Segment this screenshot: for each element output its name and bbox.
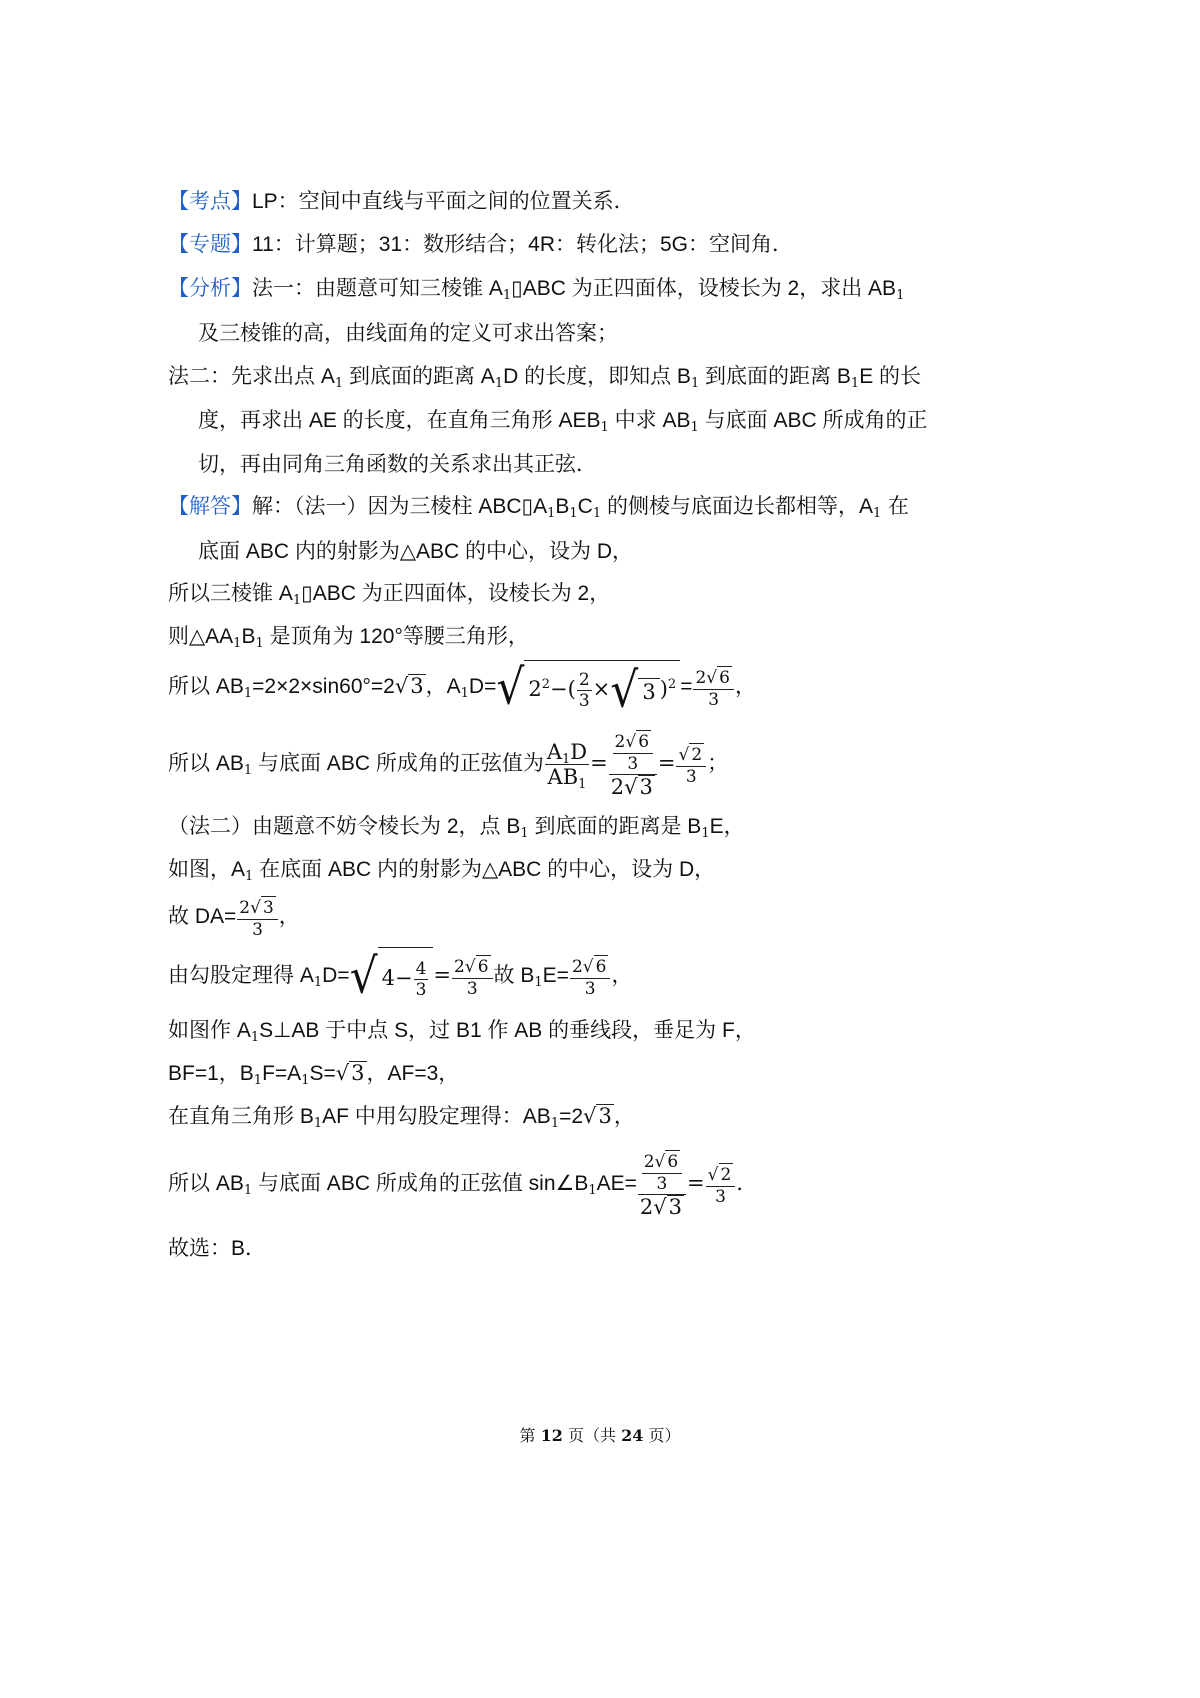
jieda-line-15 (168, 1233, 266, 1264)
jieda-text: 所以 AB (168, 752, 244, 775)
subscript: 1 (690, 420, 699, 435)
denominator: 3 (656, 1174, 668, 1194)
jieda-text: 则△AA (168, 625, 234, 648)
num: D (570, 740, 588, 764)
subscript: 1 (550, 1116, 560, 1131)
jieda-text: 解：（法一）因为三棱柱 ABC (252, 495, 522, 518)
sqrt-6 (625, 730, 651, 753)
fenxi-line-5 (198, 449, 597, 479)
sqrt-body: 3 (410, 674, 424, 698)
zhuanti-text: 11：计算题；31：数形结合；4R：转化法；5G：空间角． (252, 233, 794, 256)
fraction (414, 959, 429, 1000)
numerator (237, 896, 278, 920)
jieda-text: = (657, 751, 676, 775)
jieda-text: = (590, 751, 608, 775)
subscript: 1 (562, 752, 571, 767)
fenxi-text: D 的长度，即知点 B (503, 365, 691, 388)
sqrt-symbol: √ (625, 732, 637, 752)
denominator: 3 (685, 766, 697, 787)
subscript: 1 (243, 763, 253, 778)
fenxi-text: 度，再求出 AE 的长度，在直角三角形 AEB (198, 409, 601, 432)
jieda-line-8 (168, 854, 715, 885)
sqrt-symbol: √ (349, 947, 378, 1004)
sqrt-body: 3 (639, 775, 653, 799)
subscript: 1 (334, 376, 344, 391)
jieda-text: C (577, 495, 593, 518)
num: 2 (239, 897, 251, 918)
fenxi-line-2 (198, 318, 618, 348)
footer-text: 第 (519, 1426, 541, 1445)
num: 2 (454, 956, 465, 977)
sqrt-body: 6 (477, 956, 489, 977)
sqrt-body: 3 (351, 1061, 365, 1085)
sqrt-symbol: √ (678, 744, 690, 765)
jieda-line-14 (168, 1135, 757, 1232)
fenxi-text: 法二：先求出点 A (168, 365, 335, 388)
fenxi-text: 中求 AB (608, 409, 691, 432)
fraction-sqrt2-over-3 (706, 1163, 736, 1207)
sqrt-3 (583, 1101, 614, 1131)
garbled-char: ▯ (511, 276, 523, 300)
jieda-text: E， (709, 815, 745, 838)
jieda-text: AE= (596, 1172, 637, 1195)
jieda-text: E= (542, 964, 569, 987)
exponent: 2 (667, 677, 677, 692)
numerator (452, 955, 493, 979)
jieda-text: （法二）由题意不妨令棱长为 2，点 B (168, 815, 521, 838)
jieda-text: 与底面 ABC 所成角的正弦值为 (252, 752, 544, 775)
sqrt-body: 3 (668, 1195, 683, 1219)
subscript: 1 (292, 593, 302, 608)
jieda-text: 是顶角为 120°等腰三角形， (263, 625, 529, 648)
jieda-text: ； (707, 751, 729, 775)
fenxi-tag: 【分析】 (168, 276, 252, 300)
subscript: 1 (460, 686, 469, 701)
zhuanti-line (168, 229, 793, 260)
jieda-text: 如图，A (168, 858, 246, 881)
jieda-text: 在底面 ABC 内的射影为△ABC 的中心，设为 D， (253, 858, 716, 881)
fraction-2sqrt3-over-3 (237, 896, 278, 940)
jieda-text: ， (278, 904, 300, 928)
sqrt-6 (655, 1150, 681, 1173)
jieda-line-12 (168, 1058, 459, 1089)
num: 4 (381, 966, 395, 990)
jieda-text: AF 中用勾股定理得：AB (322, 1105, 551, 1128)
jieda-text: 故 B (493, 964, 535, 987)
jieda-text: =2 (559, 1105, 584, 1128)
jieda-line-13 (168, 1101, 635, 1132)
jieda-line-4 (168, 621, 529, 652)
sqrt-2 (678, 743, 704, 766)
jieda-tag: 【解答】 (168, 494, 252, 518)
jieda-text: 底面 ABC 内的射影为△ABC 的中心，设为 D， (198, 540, 634, 563)
fenxi-text: 与底面 ABC 所成角的正 (698, 409, 928, 432)
sqrt-6 (583, 955, 609, 978)
fenxi-line-1 (168, 273, 904, 304)
sqrt-body: 2 (691, 744, 703, 765)
jieda-text: = (687, 1171, 705, 1195)
subscript: 1 (255, 636, 264, 651)
fenxi-text: 到底面的距离 A (343, 365, 495, 388)
jieda-text: D= (468, 675, 497, 698)
jieda-line-6 (168, 715, 728, 812)
subscript: 1 (547, 506, 556, 521)
jieda-text: D= (322, 964, 350, 987)
fenxi-text: ABC 为正四面体，设棱长为 2，求出 AB (522, 277, 897, 300)
fraction-sqrt2-over-3 (676, 743, 706, 787)
exponent: 2 (541, 677, 551, 692)
fenxi-text: 法一：由题意可知三棱锥 A (252, 277, 503, 300)
subscript: 1 (850, 376, 860, 391)
page-number: 12 (540, 1426, 563, 1445)
jieda-text: 在直角三角形 B (168, 1105, 314, 1128)
jieda-text: 由勾股定理得 A (168, 964, 314, 987)
denominator: 3 (415, 980, 427, 1000)
jieda-text: ． (736, 1171, 758, 1195)
sqrt-symbol: √ (707, 1164, 719, 1185)
sqrt-body: 3 (262, 897, 274, 918)
op: ) (659, 677, 668, 701)
subscript: 1 (520, 826, 529, 841)
numerator: 4 (415, 959, 427, 979)
jieda-line-5 (168, 658, 756, 718)
total-pages: 24 (621, 1426, 644, 1445)
sqrt-symbol: √ (653, 1195, 667, 1219)
jieda-text: S= (309, 1062, 336, 1085)
denominator: 3 (715, 1186, 726, 1207)
fenxi-line-4 (198, 405, 927, 436)
jieda-line-3 (168, 578, 610, 609)
jieda-text: 在 (881, 494, 909, 518)
denominator: 3 (578, 691, 590, 711)
subscript: 1 (253, 1073, 263, 1088)
numerator (706, 1163, 736, 1187)
subscript: 1 (250, 1030, 260, 1045)
footer-text: 页） (643, 1426, 681, 1445)
sqrt-3 (624, 775, 655, 799)
sqrt-symbol: √ (335, 1061, 350, 1085)
subscript: 1 (600, 420, 609, 435)
sqrt-body: 6 (667, 1152, 679, 1172)
kaodian-text: LP：空间中直线与平面之间的位置关系． (252, 190, 635, 213)
fenxi-text: 及三棱锥的高，由线面角的定义可求出答案； (198, 321, 618, 345)
jieda-line-10 (168, 947, 632, 1006)
numerator (642, 1150, 683, 1174)
jieda-text: =2×2×sin60°=2 (252, 675, 395, 698)
numerator (545, 740, 589, 765)
fraction (577, 670, 592, 711)
sqrt-3 (653, 1195, 684, 1219)
subscript: 1 (872, 506, 882, 521)
subscript: 1 (494, 376, 504, 391)
denominator: 3 (466, 978, 478, 999)
denominator (638, 1195, 686, 1219)
num: 2 (614, 732, 626, 752)
subscript: 1 (690, 376, 700, 391)
jieda-text: F=A (262, 1062, 302, 1085)
num: 2 (695, 667, 707, 688)
answer-text: 故选：B． (168, 1237, 267, 1260)
jieda-text: 与底面 ABC 所成角的正弦值 sin∠B (252, 1172, 589, 1195)
num: AB (547, 765, 579, 789)
numerator (676, 743, 706, 767)
numerator (638, 1150, 686, 1195)
sqrt-body: 3 (638, 678, 659, 703)
sqrt-symbol: √ (394, 674, 409, 698)
num: 2 (639, 1195, 654, 1219)
fenxi-text: 切，再由同角三角函数的关系求出其正弦． (198, 452, 597, 476)
page-footer (0, 1425, 1200, 1447)
fraction-2sqrt6-over-3 (570, 955, 611, 999)
jieda-text: BF=1，B (168, 1062, 254, 1085)
sqrt-body: 6 (595, 956, 607, 977)
jieda-text: B (241, 625, 256, 648)
fenxi-line-3 (168, 361, 921, 392)
sqrt-3 (610, 661, 659, 718)
sqrt-4-minus-4-thirds (350, 947, 434, 1006)
fenxi-text: 到底面的距离 B (699, 365, 851, 388)
num: 2 (528, 677, 542, 701)
jieda-line-2 (198, 536, 633, 567)
sqrt-6 (706, 666, 732, 689)
jieda-text: 的侧棱与底面边长都相等，A (601, 495, 873, 518)
subscript: 1 (301, 1073, 310, 1088)
sqrt-symbol: √ (583, 1104, 597, 1128)
complex-fraction (638, 1150, 686, 1219)
subscript: 1 (313, 975, 323, 990)
sqrt-symbol: √ (610, 661, 639, 718)
num: A (546, 740, 562, 764)
sqrt-body (524, 660, 680, 718)
numerator (693, 666, 734, 690)
jieda-text: ， (611, 963, 633, 987)
jieda-line-7 (168, 811, 745, 842)
subscript: 1 (592, 506, 602, 521)
jieda-text: ，A (425, 675, 461, 698)
op: × (592, 677, 611, 701)
sqrt-symbol: √ (706, 667, 718, 688)
num: 2 (571, 956, 583, 977)
fraction-a1d-over-ab1 (545, 740, 589, 792)
sqrt-symbol: √ (624, 775, 638, 799)
jieda-text: 如图作 A (168, 1019, 251, 1042)
jieda-line-9 (168, 890, 300, 943)
numerator (609, 730, 657, 775)
jieda-text: = (680, 675, 693, 698)
subscript: 1 (313, 1116, 323, 1131)
jieda-text: B (555, 495, 570, 518)
sqrt-symbol: √ (654, 1152, 666, 1172)
sqrt-body: 6 (719, 667, 730, 688)
sqrt-body: 2 (720, 1164, 732, 1185)
kaodian-line (168, 186, 635, 217)
sqrt-body (378, 947, 434, 1006)
fraction-2sqrt6-over-3 (693, 666, 734, 710)
subscript: 1 (243, 1183, 253, 1198)
footer-text: 页（共 (562, 1426, 622, 1445)
jieda-line-1 (168, 491, 909, 522)
complex-fraction (609, 730, 657, 799)
jieda-text: 所以 AB (168, 1172, 244, 1195)
jieda-text: 所以三棱锥 A (168, 582, 293, 605)
jieda-text: A (533, 495, 548, 518)
sqrt-2 (708, 1163, 734, 1186)
num: 2 (610, 775, 625, 799)
subscript: 1 (245, 869, 254, 884)
jieda-text: = (433, 963, 452, 987)
subscript: 1 (233, 636, 242, 651)
sqrt-body: 3 (598, 1104, 612, 1128)
sqrt-symbol: √ (496, 658, 525, 715)
num: 2 (643, 1152, 655, 1172)
jieda-text: S⊥AB 于中点 S，过 B1 作 AB 的垂线段，垂足为 F， (259, 1019, 756, 1042)
jieda-text: 故 DA= (168, 905, 237, 928)
denominator: 3 (708, 689, 720, 710)
jieda-text: 所以 AB (168, 675, 244, 698)
denominator: 3 (627, 754, 639, 774)
sqrt-expression (496, 658, 680, 718)
sqrt-3 (336, 1058, 367, 1088)
sqrt-body: 6 (638, 732, 650, 752)
subscript: 1 (502, 288, 512, 303)
denominator (545, 765, 589, 792)
numerator (613, 730, 654, 754)
jieda-text: 到底面的距离是 B (528, 815, 702, 838)
numerator (570, 955, 611, 979)
jieda-line-11 (168, 1015, 756, 1046)
kaodian-tag: 【考点】 (168, 189, 252, 213)
numerator: 2 (578, 670, 590, 690)
sqrt-symbol: √ (582, 956, 594, 977)
sqrt-3 (395, 660, 426, 712)
denominator: 3 (584, 978, 596, 999)
denominator (609, 775, 657, 799)
jieda-text: ， (734, 674, 756, 698)
subscript: 1 (896, 288, 905, 303)
fenxi-text: E 的长 (859, 365, 922, 388)
fraction-2sqrt6-over-3 (642, 1150, 683, 1194)
subscript: 1 (243, 686, 253, 701)
subscript: 1 (569, 506, 578, 521)
garbled-char: ▯ (521, 494, 534, 518)
subscript: 1 (534, 975, 543, 990)
jieda-text: ， (613, 1104, 635, 1128)
subscript: 1 (701, 826, 710, 841)
sqrt-symbol: √ (250, 897, 261, 918)
op: −( (550, 677, 576, 701)
subscript: 1 (578, 777, 587, 792)
jieda-text: ABC 为正四面体，设棱长为 2， (312, 582, 611, 605)
zhuanti-tag: 【专题】 (168, 232, 252, 256)
sqrt-symbol: √ (464, 956, 476, 977)
subscript: 1 (588, 1183, 597, 1198)
sqrt-6 (465, 955, 491, 978)
fraction-2sqrt6-over-3 (613, 730, 654, 774)
sqrt-3 (250, 896, 276, 919)
denominator: 3 (252, 919, 263, 940)
op: − (394, 966, 413, 990)
fraction-2sqrt6-over-3 (452, 955, 493, 999)
jieda-text: ，AF=3， (366, 1062, 460, 1085)
garbled-char: ▯ (301, 581, 313, 605)
